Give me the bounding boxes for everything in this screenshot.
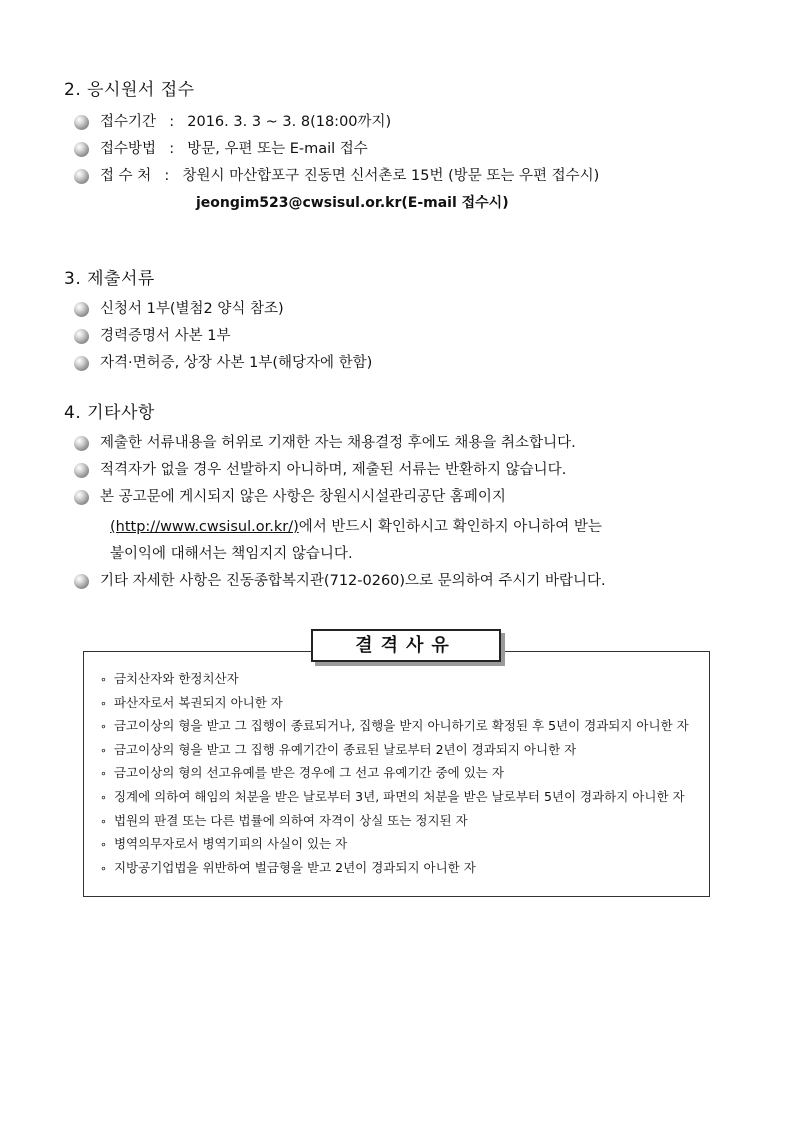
list-item [74,325,764,352]
disqualification-list [100,669,689,881]
ring-marker-icon: ∘ [100,743,107,757]
document-item: 경력증명서 사본 1부 [100,328,231,344]
section-4-title: 4. 기타사항 [64,403,155,423]
document-item: 자격·면허증, 상장 사본 1부(해당자에 한함) [100,355,373,371]
document-item: 신청서 1부(별첨2 양식 참조) [100,301,284,317]
list-item [74,138,764,165]
list-item [74,486,764,513]
bullet-icon [74,356,89,371]
list-item [100,763,689,787]
application-info-list [74,111,764,192]
colon-separator: : [164,168,170,184]
ring-marker-icon: ∘ [100,790,107,804]
list-item [100,669,689,693]
place-value: 창원시 마산합포구 진동면 신서촌로 15번 (방문 또는 우편 접수시) [182,168,600,184]
reason-text: 파산자로서 복권되지 아니한 자 [113,694,283,710]
list-item [74,352,764,379]
homepage-link[interactable]: (http://www.cwsisul.or.kr/) [110,519,299,535]
list-item [74,111,764,138]
ring-marker-icon: ∘ [100,814,107,828]
ring-marker-icon: ∘ [100,696,107,710]
bullet-icon [74,436,89,451]
reason-text: 금고이상의 형을 받고 그 집행이 종료되거나, 집행을 받지 아니하기로 확정된 후 5년이 경과되지 아니한 자 [113,718,689,734]
email-suffix: (E-mail 접수시) [401,195,509,211]
list-item [74,298,764,325]
reason-text: 금치산자와 한정치산자 [113,671,239,686]
bullet-icon [74,463,89,478]
list-item [74,459,764,486]
reason-text: 금고이상의 형을 받고 그 집행 유예기간이 종료된 날로부터 2년이 경과되지 아니한 자 [113,741,577,757]
note-item-3-line-2 [110,516,602,538]
email-address[interactable]: jeongim523@cwsisul.or.kr [196,195,402,211]
list-item [74,570,764,597]
reason-text: 병역의무자로서 병역기피의 사실이 있는 자 [113,836,348,852]
method-label: 접수방법 [100,141,157,157]
note-item: 본 공고문에 게시되지 않은 사항은 창원시시설관리공단 홈페이지 [100,489,506,505]
method-value: 방문, 우편 또는 E-mail 접수 [187,141,368,157]
notes-list [74,432,764,513]
list-item [100,693,689,717]
colon-separator: : [169,141,175,157]
list-item [74,432,764,459]
ring-marker-icon: ∘ [100,673,107,686]
reason-text: 징계에 의하여 해임의 처분을 받은 날로부터 3년, 파면의 처분을 받은 날로부터 5년이 경과하지 아니한 자 [113,788,685,804]
reason-text: 금고이상의 형의 선고유예를 받은 경우에 그 선고 유예기간 중에 있는 자 [113,765,504,781]
list-item [100,716,689,740]
bullet-icon [74,574,89,589]
bullet-icon [74,115,89,130]
bullet-icon [74,329,89,344]
note-item: 제출한 서류내용을 허위로 기재한 자는 채용결정 후에도 채용을 취소합니다. [100,435,576,451]
note-item: 적격자가 없을 경우 선발하지 아니하며, 제출된 서류는 반환하지 않습니다. [100,462,567,478]
email-line [196,192,509,214]
list-item [74,165,764,192]
note-item: 기타 자세한 사항은 진동종합복지관(712-0260)으로 문의하여 주시기 바랍니다. [100,573,606,589]
notes-list-continued [74,570,764,597]
period-label: 접수기간 [100,114,157,130]
note-item-3-rest: 에서 반드시 확인하시고 확인하지 아니하여 받는 [298,519,602,535]
colon-separator: : [169,114,175,130]
bullet-icon [74,490,89,505]
reason-text: 법원의 판결 또는 다른 법률에 의하여 자격이 상실 또는 정지된 자 [113,812,468,828]
documents-list [74,298,764,379]
note-item-3-line-3: 불이익에 대해서는 책임지지 않습니다. [110,546,353,562]
ring-marker-icon: ∘ [100,767,107,781]
section-3-title: 3. 제출서류 [64,269,155,289]
list-item [100,858,689,882]
period-value: 2016. 3. 3 ~ 3. 8(18:00까지) [187,114,392,130]
reason-text: 지방공기업법을 위반하여 벌금형을 받고 2년이 경과되지 아니한 자 [113,859,476,875]
list-item [100,787,689,811]
ring-marker-icon: ∘ [100,838,107,852]
ring-marker-icon: ∘ [100,861,107,875]
list-item [100,740,689,764]
bullet-icon [74,142,89,157]
ring-marker-icon: ∘ [100,720,107,734]
list-item [100,811,689,835]
place-label: 접 수 처 [100,168,152,184]
bullet-icon [74,302,89,317]
disqualification-title: 결격사유 [311,629,501,662]
list-item [100,834,689,858]
section-2-title: 2. 응시원서 접수 [64,80,195,100]
bullet-icon [74,169,89,184]
